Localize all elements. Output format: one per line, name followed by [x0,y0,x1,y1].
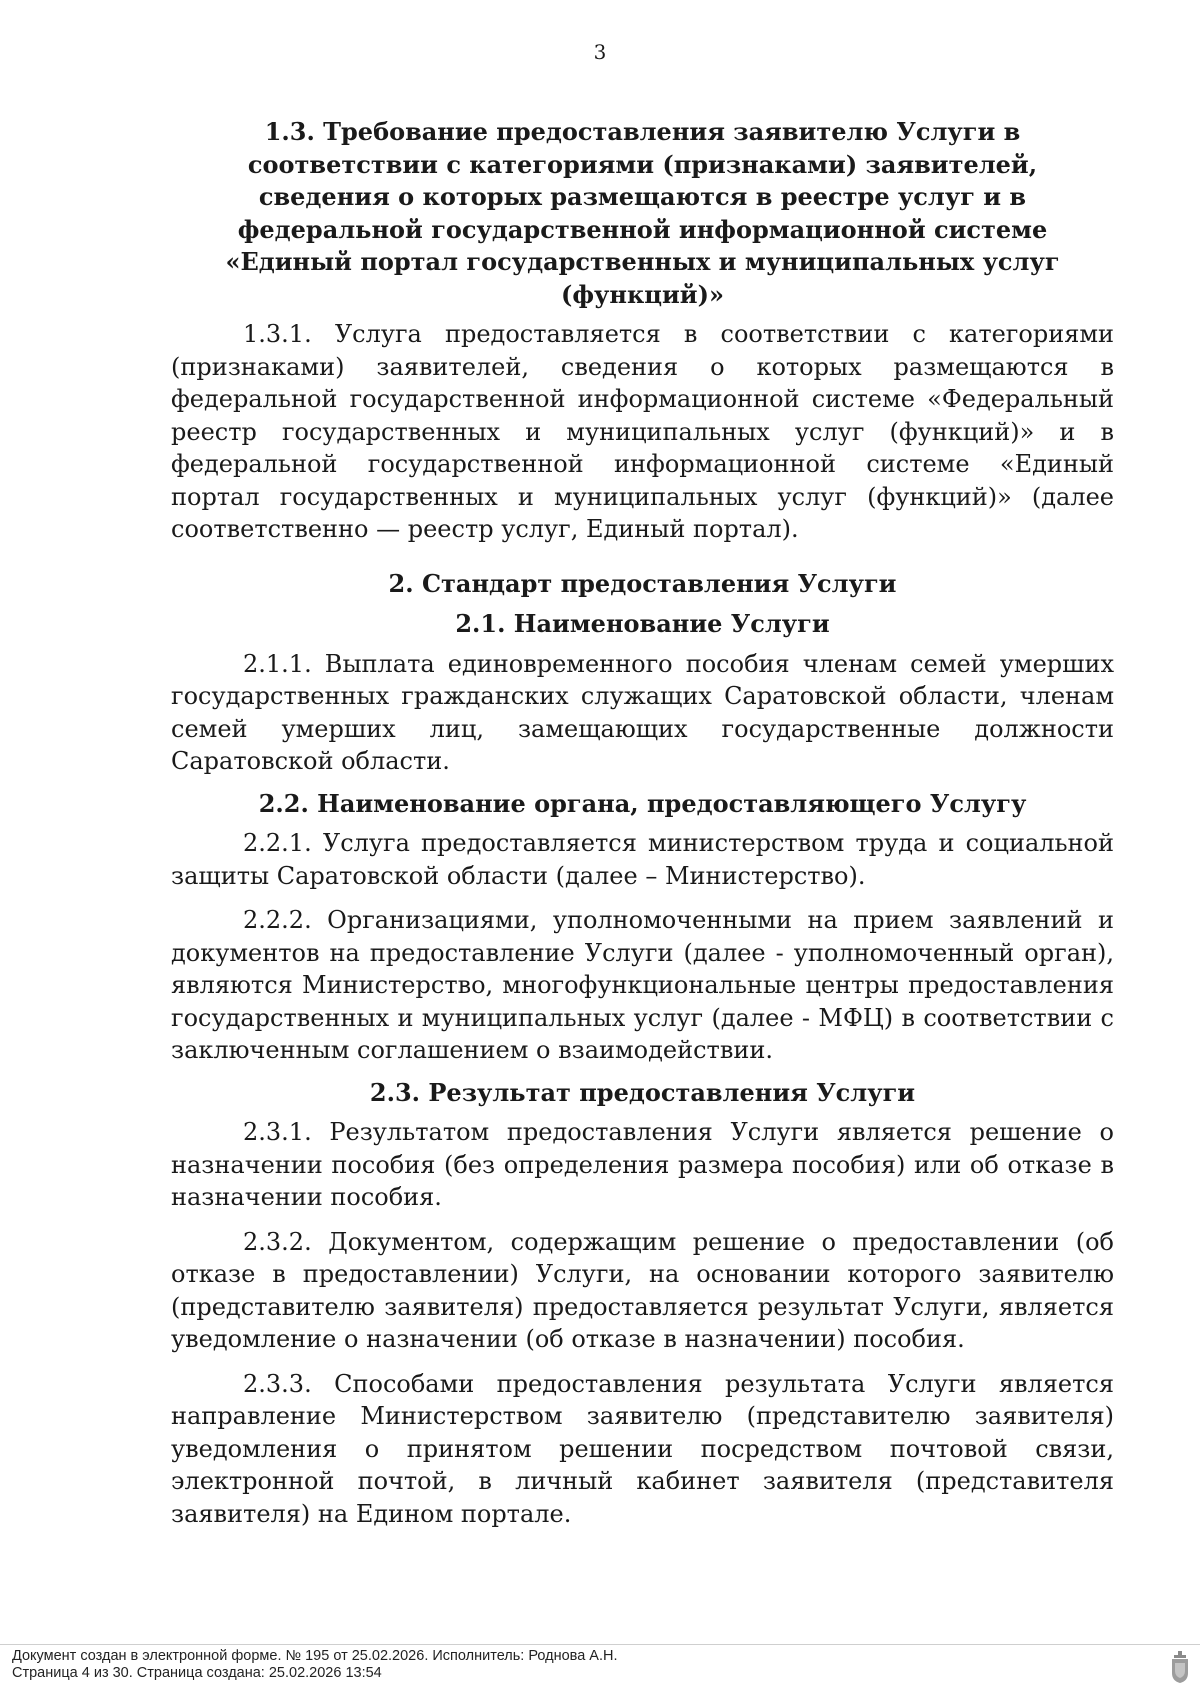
paragraph-1-3-1: 1.3.1. Услуга предоставляется в соответствии с категориями (признаками) заявителей, сведения о которых размещаются в федеральной государственной информационной системе «Федеральный реестр государственных и муниципальных услуг (функций)» и в федеральной государственной информационной системе «Единый портал государственных и муниципальных услуг (функций)» (далее соответственно — реестр услуг, Единый портал). [171,320,1114,543]
paragraph-2-3-2: 2.3.2. Документом, содержащим решение о предоставлении (об отказе в предоставлении) Услуги, на основании которого заявителю (представителю заявителя) предоставляется результат Услуги, является уведомление о назначении (об отказе в назначении) пособия. [171,1227,1114,1353]
paragraph-2-3-3: 2.3.3. Способами предоставления результата Услуги является направление Министерством заявителю (представителю заявителя) уведомления о принятом решении посредством почтовой связи, электронной почтой, в личный кабинет заявителя (представителя заявителя) на Едином портале. [171,1369,1114,1528]
footer-line-1: Документ создан в электронной форме. № 195 от 25.02.2026. Исполнитель: Роднова А.Н. [12,1648,618,1664]
paragraph-2-2-2: 2.2.2. Организациями, уполномоченными на прием заявлений и документов на предоставление Услуги (далее - уполномоченный орган), являются Министерство, многофункциональные центры предоставления государственных и муниципальных услуг (далее - МФЦ) в соответствии с заключенным соглашением о взаимодействии. [171,906,1114,1064]
document-footer [12,1648,618,1682]
footer-line-2: Страница 4 из 30. Страница создана: 25.02.2026 13:54 [12,1665,382,1681]
section-heading-1-3: 1.3. Требование предоставления заявителю Услуги в соответствии с категориями (признаками) заявителей, сведения о которых размещаются в реестре услуг и в федеральной государственной информационной системе «Единый портал государственных и муниципальных услуг (функций)» [225,117,1060,309]
paragraph-2-1-1: 2.1.1. Выплата единовременного пособия членам семей умерших государственных гражданских служащих Саратовской области, членам семей умерших лиц, замещающих государственные должности Саратовской области. [171,649,1114,775]
coat-of-arms-icon [1170,1651,1190,1683]
section-heading-2-1: 2.1. Наименование Услуги [455,609,830,638]
footer-divider [0,1644,1200,1645]
document-body [171,116,1114,1530]
section-heading-2: 2. Стандарт предоставления Услуги [388,568,897,598]
section-heading-2-3: 2.3. Результат предоставления Услуги [369,1077,916,1107]
page-number: 3 [593,40,607,64]
paragraph-2-2-1: 2.2.1. Услуга предоставляется министерством труда и социальной защиты Саратовской области (далее – Министерство). [171,829,1114,890]
section-heading-2-2: 2.2. Наименование органа, предоставляющего Услугу [258,788,1027,818]
paragraph-2-3-1: 2.3.1. Результатом предоставления Услуги является решение о назначении пособия (без определения размера пособия) или об отказе в назначении пособия. [171,1118,1114,1211]
